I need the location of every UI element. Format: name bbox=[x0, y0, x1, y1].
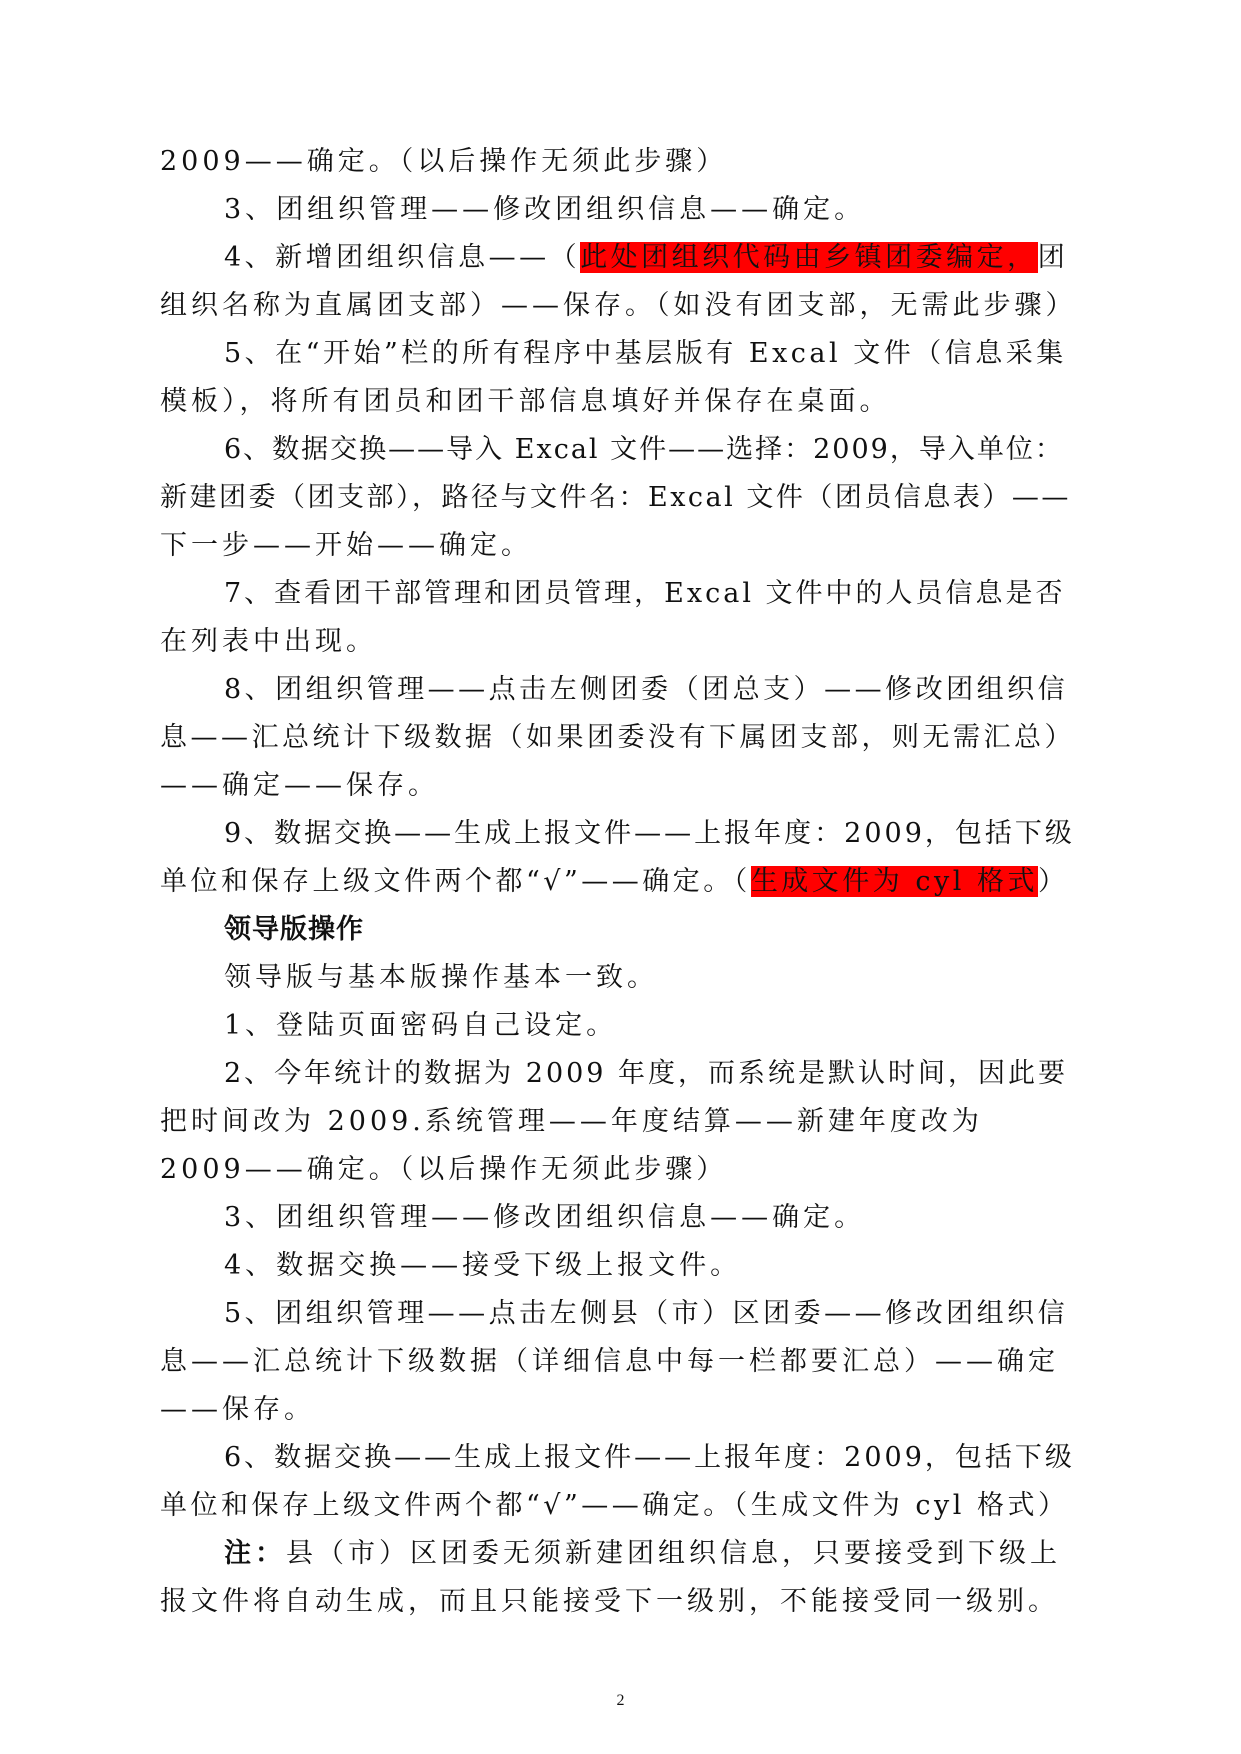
text-line: 4、数据交换——接受下级上报文件。 bbox=[224, 1250, 742, 1281]
highlighted-text: 此处团组织代码由乡镇团委编定， bbox=[580, 242, 1038, 273]
text-segment: 4、新增团组织信息——（ bbox=[224, 242, 581, 273]
text-line: 领导版与基本版操作基本一致。 bbox=[224, 962, 658, 993]
text-line: 8、团组织管理——点击左侧团委（团总支）——修改团组织信 bbox=[224, 674, 1069, 705]
text-line: 下一步——开始——确定。 bbox=[160, 530, 532, 561]
text-line: 6、数据交换——生成上报文件——上报年度：2009，包括下级 bbox=[224, 1442, 1075, 1473]
text-line: 单位和保存上级文件两个都“√”——确定。（生成文件为 cyl 格式） bbox=[160, 1490, 1069, 1521]
text-line: 息——汇总统计下级数据（详细信息中每一栏都要汇总）——确定 bbox=[160, 1346, 1059, 1377]
text-line: 2009——确定。（以后操作无须此步骤） bbox=[160, 1154, 728, 1185]
text-line: 3、团组织管理——修改团组织信息——确定。 bbox=[224, 194, 866, 225]
text-line: 5、在“开始”栏的所有程序中基层版有 Excal 文件（信息采集 bbox=[224, 338, 1067, 369]
page-number: 2 bbox=[616, 1692, 625, 1709]
section-heading: 领导版操作 bbox=[224, 914, 364, 945]
text-line: 模板），将所有团员和团干部信息填好并保存在桌面。 bbox=[160, 386, 891, 417]
note-label: 注： bbox=[224, 1538, 286, 1569]
text-line: 2、今年统计的数据为 2009 年度，而系统是默认时间，因此要 bbox=[224, 1058, 1069, 1089]
text-segment: ） bbox=[1038, 866, 1069, 897]
text-line: 2009——确定。（以后操作无须此步骤） bbox=[160, 146, 728, 177]
text-segment: 县（市）区团委无须新建团组织信息，只要接受到下级上 bbox=[286, 1538, 1061, 1569]
highlighted-text: 生成文件为 cyl 格式 bbox=[750, 866, 1038, 897]
document-body bbox=[160, 138, 1080, 1626]
text-line: 1、登陆页面密码自己设定。 bbox=[224, 1010, 618, 1041]
text-line: ——保存。 bbox=[160, 1394, 315, 1425]
text-line: ——确定——保存。 bbox=[160, 770, 439, 801]
text-line bbox=[160, 858, 1080, 906]
text-segment: 团 bbox=[1037, 242, 1069, 273]
text-line: 7、查看团干部管理和团员管理，Excal 文件中的人员信息是否 bbox=[224, 578, 1066, 609]
text-line: 新建团委（团支部），路径与文件名：Excal 文件（团员信息表）—— bbox=[160, 482, 1071, 513]
note-line bbox=[160, 1530, 1080, 1578]
text-line: 组织名称为直属团支部）——保存。（如没有团支部，无需此步骤） bbox=[160, 290, 1077, 321]
text-line: 9、数据交换——生成上报文件——上报年度：2009，包括下级 bbox=[224, 818, 1075, 849]
text-line: 把时间改为 2009.系统管理——年度结算——新建年度改为 bbox=[160, 1106, 983, 1137]
text-line bbox=[160, 234, 1080, 282]
text-segment: 单位和保存上级文件两个都“√”——确定。（ bbox=[160, 866, 751, 897]
text-line: 息——汇总统计下级数据（如果团委没有下属团支部，则无需汇总） bbox=[160, 722, 1075, 753]
text-line: 在列表中出现。 bbox=[160, 626, 377, 657]
text-line: 5、团组织管理——点击左侧县（市）区团委——修改团组织信 bbox=[224, 1298, 1069, 1329]
text-line: 报文件将自动生成，而且只能接受下一级别，不能接受同一级别。 bbox=[160, 1586, 1059, 1617]
text-line: 6、数据交换——导入 Excal 文件——选择：2009，导入单位： bbox=[224, 434, 1064, 465]
text-line: 3、团组织管理——修改团组织信息——确定。 bbox=[224, 1202, 866, 1233]
